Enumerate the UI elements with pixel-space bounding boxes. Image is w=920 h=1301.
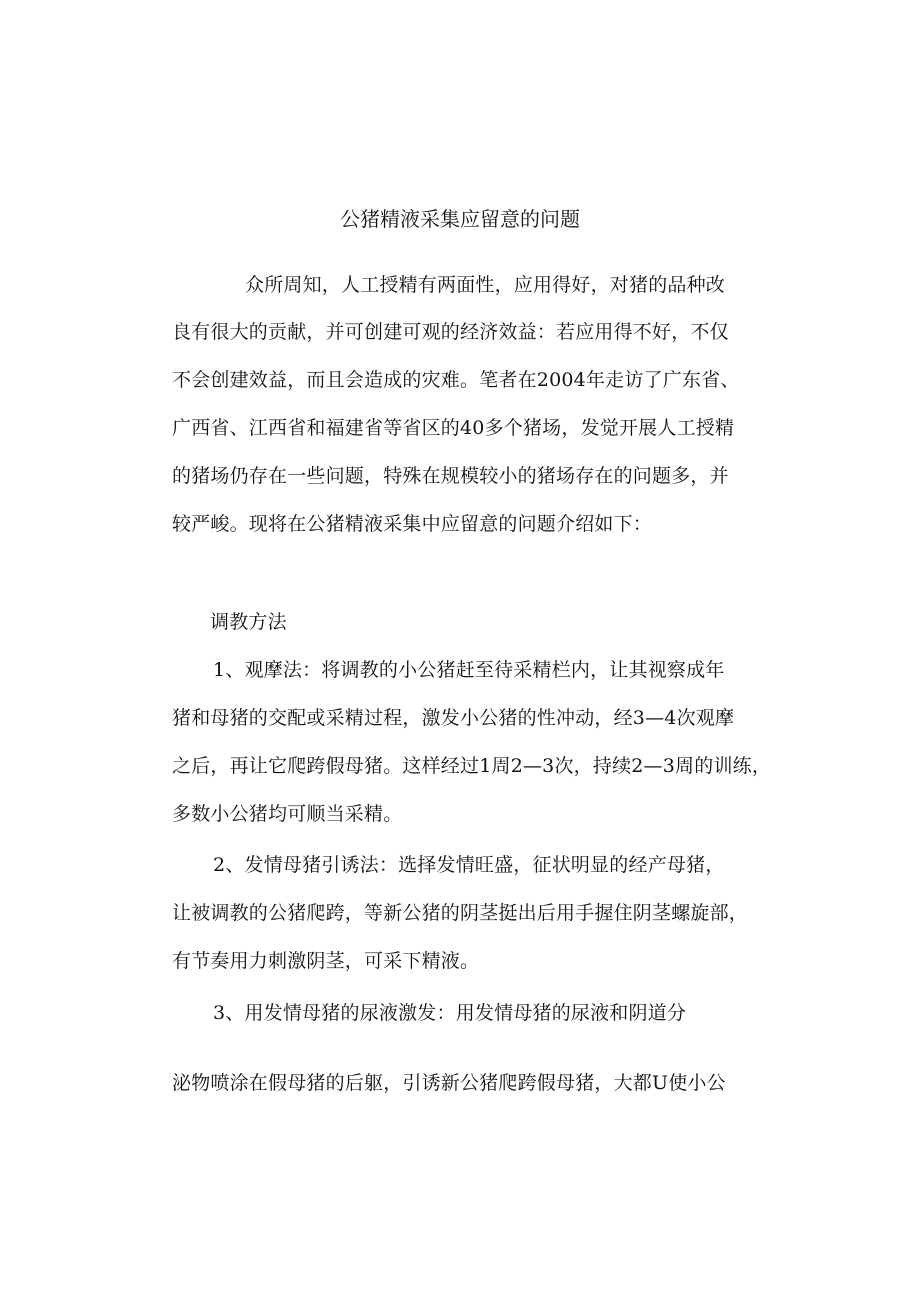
item3-line: 3、用发情母猪的尿液激发：用发情母猪的尿液和阴道分 [213, 1002, 687, 1024]
item1-line: 1、观摩法：将调教的小公猪赶至待采精栏内，让其视察成年 [213, 659, 725, 681]
document-title: 公猪精液采集应留意的问题 [340, 207, 580, 231]
section-heading: 调教方法 [210, 611, 287, 633]
item1-line: 之后，再让它爬跨假母猪。这样经过1周2—3次，持续2—3周的训练， [172, 755, 772, 777]
item1-line: 多数小公猪均可顺当采精。 [172, 803, 403, 825]
item2-line: 有节奏用力刺激阴茎，可采下精液。 [172, 950, 480, 972]
intro-line: 不会创建效益，而且会造成的灾难。笔者在2004年走访了广东省、 [172, 369, 740, 391]
item2-line: 2、发情母猪引诱法：选择发情旺盛，征状明显的经产母猪， [213, 854, 725, 876]
intro-line: 众所周知，人工授精有两面性，应用得好，对猪的品种改 [245, 274, 726, 296]
intro-line: 广西省、江西省和福建省等省区的40多个猪场，发觉开展人工授精 [172, 417, 735, 439]
intro-line: 良有很大的贡献，并可创建可观的经济效益：若应用得不好，不仅 [172, 321, 729, 343]
intro-line: 较严峻。现将在公猪精液采集中应留意的问题介绍如下： [172, 513, 653, 535]
intro-line: 的猪场仍存在一些问题，特殊在规模较小的猪场存在的问题多，并 [172, 465, 729, 487]
item3-line: 泌物喷涂在假母猪的后躯，引诱新公猪爬跨假母猪，大都U使小公 [172, 1072, 726, 1094]
item1-line: 猪和母猪的交配或采精过程，激发小公猪的性冲动，经3—4次观摩 [172, 707, 735, 729]
item2-line: 让被调教的公猪爬跨，等新公猪的阴茎挺出后用手握住阴茎螺旋部， [172, 902, 749, 924]
